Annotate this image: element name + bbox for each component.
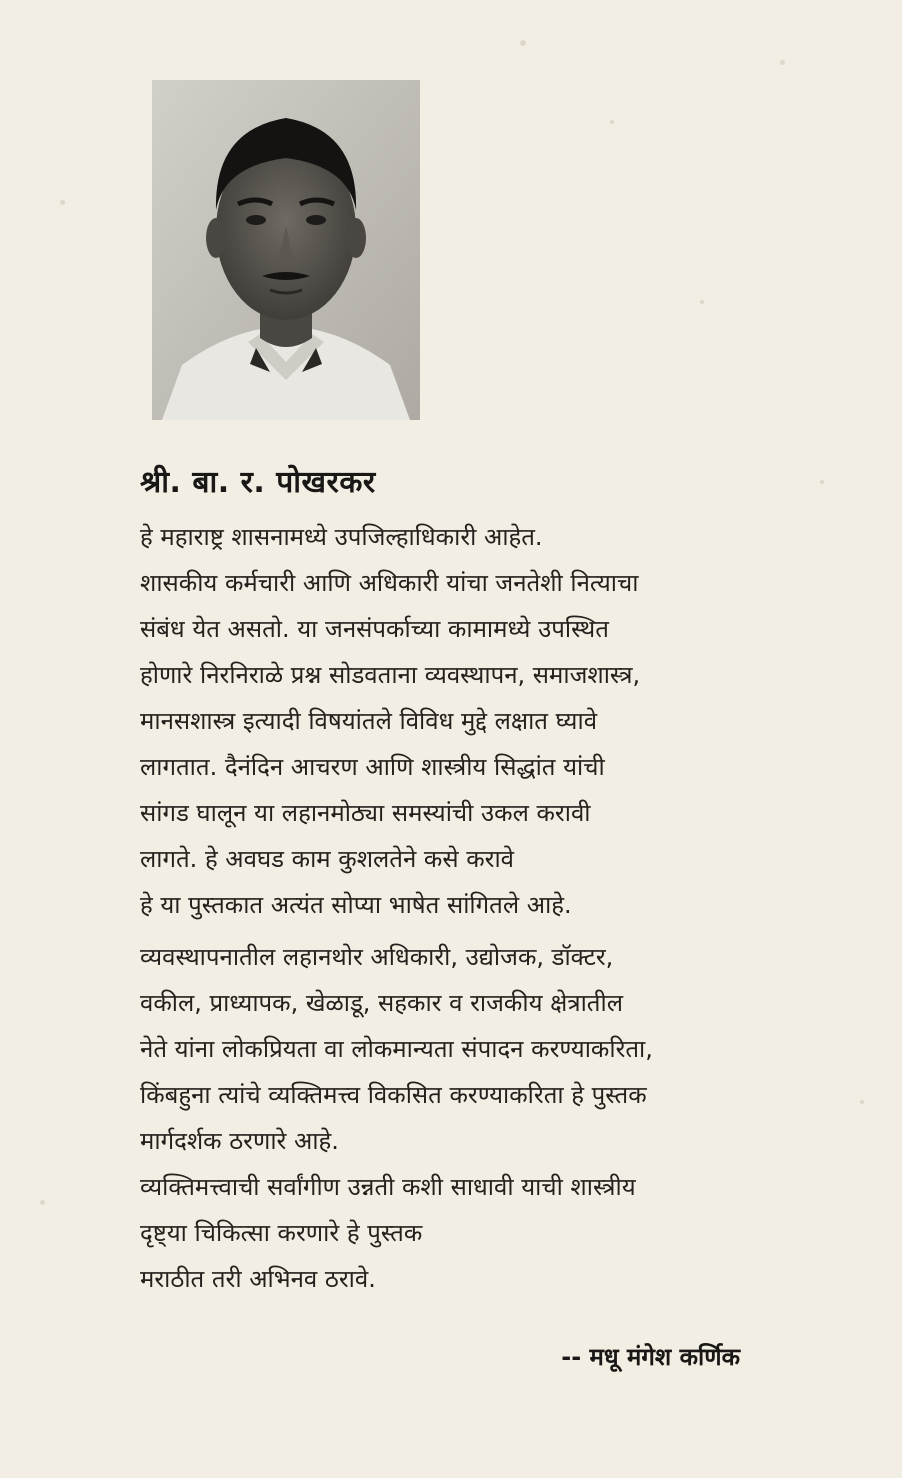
bio-line: लागते. हे अवघड काम कुशलतेने कसे करावे: [140, 845, 515, 873]
bio-line: हे महाराष्ट्र शासनामध्ये उपजिल्हाधिकारी आहेत.: [140, 523, 543, 551]
bio-line: मानसशास्त्र इत्यादी विषयांतले विविध मुद्दे लक्षात घ्यावे: [140, 707, 598, 735]
endorsement-signature: -- मधू मंगेश कर्णिक: [561, 1343, 740, 1371]
author-portrait-photo: [152, 80, 420, 420]
paper-speck: [610, 120, 614, 124]
bio-line: हे या पुस्तकात अत्यंत सोप्या भाषेत सांगितले आहे.: [140, 891, 572, 919]
bio-line: संबंध येत असतो. या जनसंपर्काच्या कामामध्ये उपस्थित: [140, 615, 609, 643]
paper-speck: [60, 200, 65, 205]
paper-speck: [700, 300, 704, 304]
paper-speck: [860, 1100, 864, 1104]
bio-line: शासकीय कर्मचारी आणि अधिकारी यांचा जनतेशी नित्याचा: [140, 569, 639, 597]
description-line: व्यवस्थापनातील लहानथोर अधिकारी, उद्योजक, डॉक्टर,: [140, 943, 614, 971]
paper-speck: [780, 60, 785, 65]
bio-line: होणारे निरनिराळे प्रश्न सोडवताना व्यवस्थापन, समाजशास्त्र,: [140, 661, 641, 689]
paper-speck: [40, 1200, 45, 1205]
paper-speck: [520, 40, 526, 46]
paper-speck: [820, 480, 824, 484]
description-line: मराठीत तरी अभिनव ठरावे.: [140, 1265, 376, 1293]
bio-line: सांगड घालून या लहानमोठ्या समस्यांची उकल करावी: [140, 799, 591, 827]
author-name: श्री. बा. र. पोखरकर: [140, 465, 376, 500]
author-bio-paragraph: [140, 514, 640, 928]
description-line: वकील, प्राध्यापक, खेळाडू, सहकार व राजकीय क्षेत्रातील: [140, 989, 623, 1017]
description-line: नेते यांना लोकप्रियता वा लोकमान्यता संपादन करण्याकरिता,: [140, 1035, 653, 1063]
description-line: मार्गदर्शक ठरणारे आहे.: [140, 1127, 339, 1155]
bio-line: लागतात. दैनंदिन आचरण आणि शास्त्रीय सिद्धांत यांची: [140, 753, 605, 781]
description-line: दृष्ट्या चिकित्सा करणारे हे पुस्तक: [140, 1219, 423, 1247]
book-description-paragraph: [140, 934, 653, 1302]
description-line: व्यक्तिमत्त्वाची सर्वांगीण उन्नती कशी साधावी याची शास्त्रीय: [140, 1173, 636, 1201]
description-line: किंबहुना त्यांचे व्यक्तिमत्त्व विकसित करण्याकरिता हे पुस्तक: [140, 1081, 647, 1109]
